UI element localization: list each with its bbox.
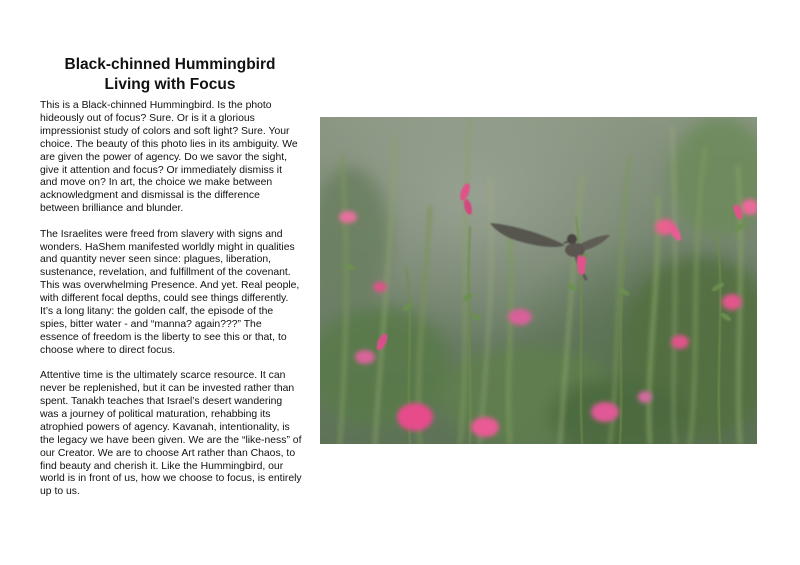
paragraph-2: The Israelites were freed from slavery with signs and wonders. HaShem manifested worldly might in qualities and quantity never seen since: plagues, liberation, sustenance, revelation, and fulfillment of the covenant. This was overwhelming Presence. And yet. Real people, with different focal depths, could see things differently. It’s a long litany: the golden calf, the episode of the spies, bitter water - and “manna? again???” The essence of freedom is the liberty to see this or that, to choose where to direct focus. [40,228,300,356]
hummingbird-photo [320,117,757,444]
article-body [40,100,302,512]
hummingbird-photo-image [320,117,757,444]
paragraph-1: This is a Black-chinned Hummingbird. Is the photo hideously out of focus? Sure. Or is it a glorious impressionist study of colors and soft light? Sure. Your choice. The beauty of this photo lies in its ambiguity. We are given the power of agency. Do we savor the sight, give it attention and focus? Or immediately dismiss it and move on? In art, the choice we make between acknowledgment and dismissal is the difference between brilliance and blunder. [40,100,298,215]
paragraph-3: Attentive time is the ultimately scarce resource. It can never be replenished, but it can be invested rather than spent. Tanakh teaches that Israel’s desert wandering was a journey of political maturation, rehabbing its atrophied powers of agency. Kavanah, intentionality, is the legacy we have been given. We are the “like-ness” of our Creator. We are to choose Art rather than Chaos, to find beauty and cherish it. Like the Hummingbird, our world is in front of us, how we choose to focus, is entirely up to us. [40,370,302,498]
title-block [40,55,300,95]
page-subtitle: Living with Focus [104,76,236,93]
page-title: Black-chinned Hummingbird [64,56,276,73]
